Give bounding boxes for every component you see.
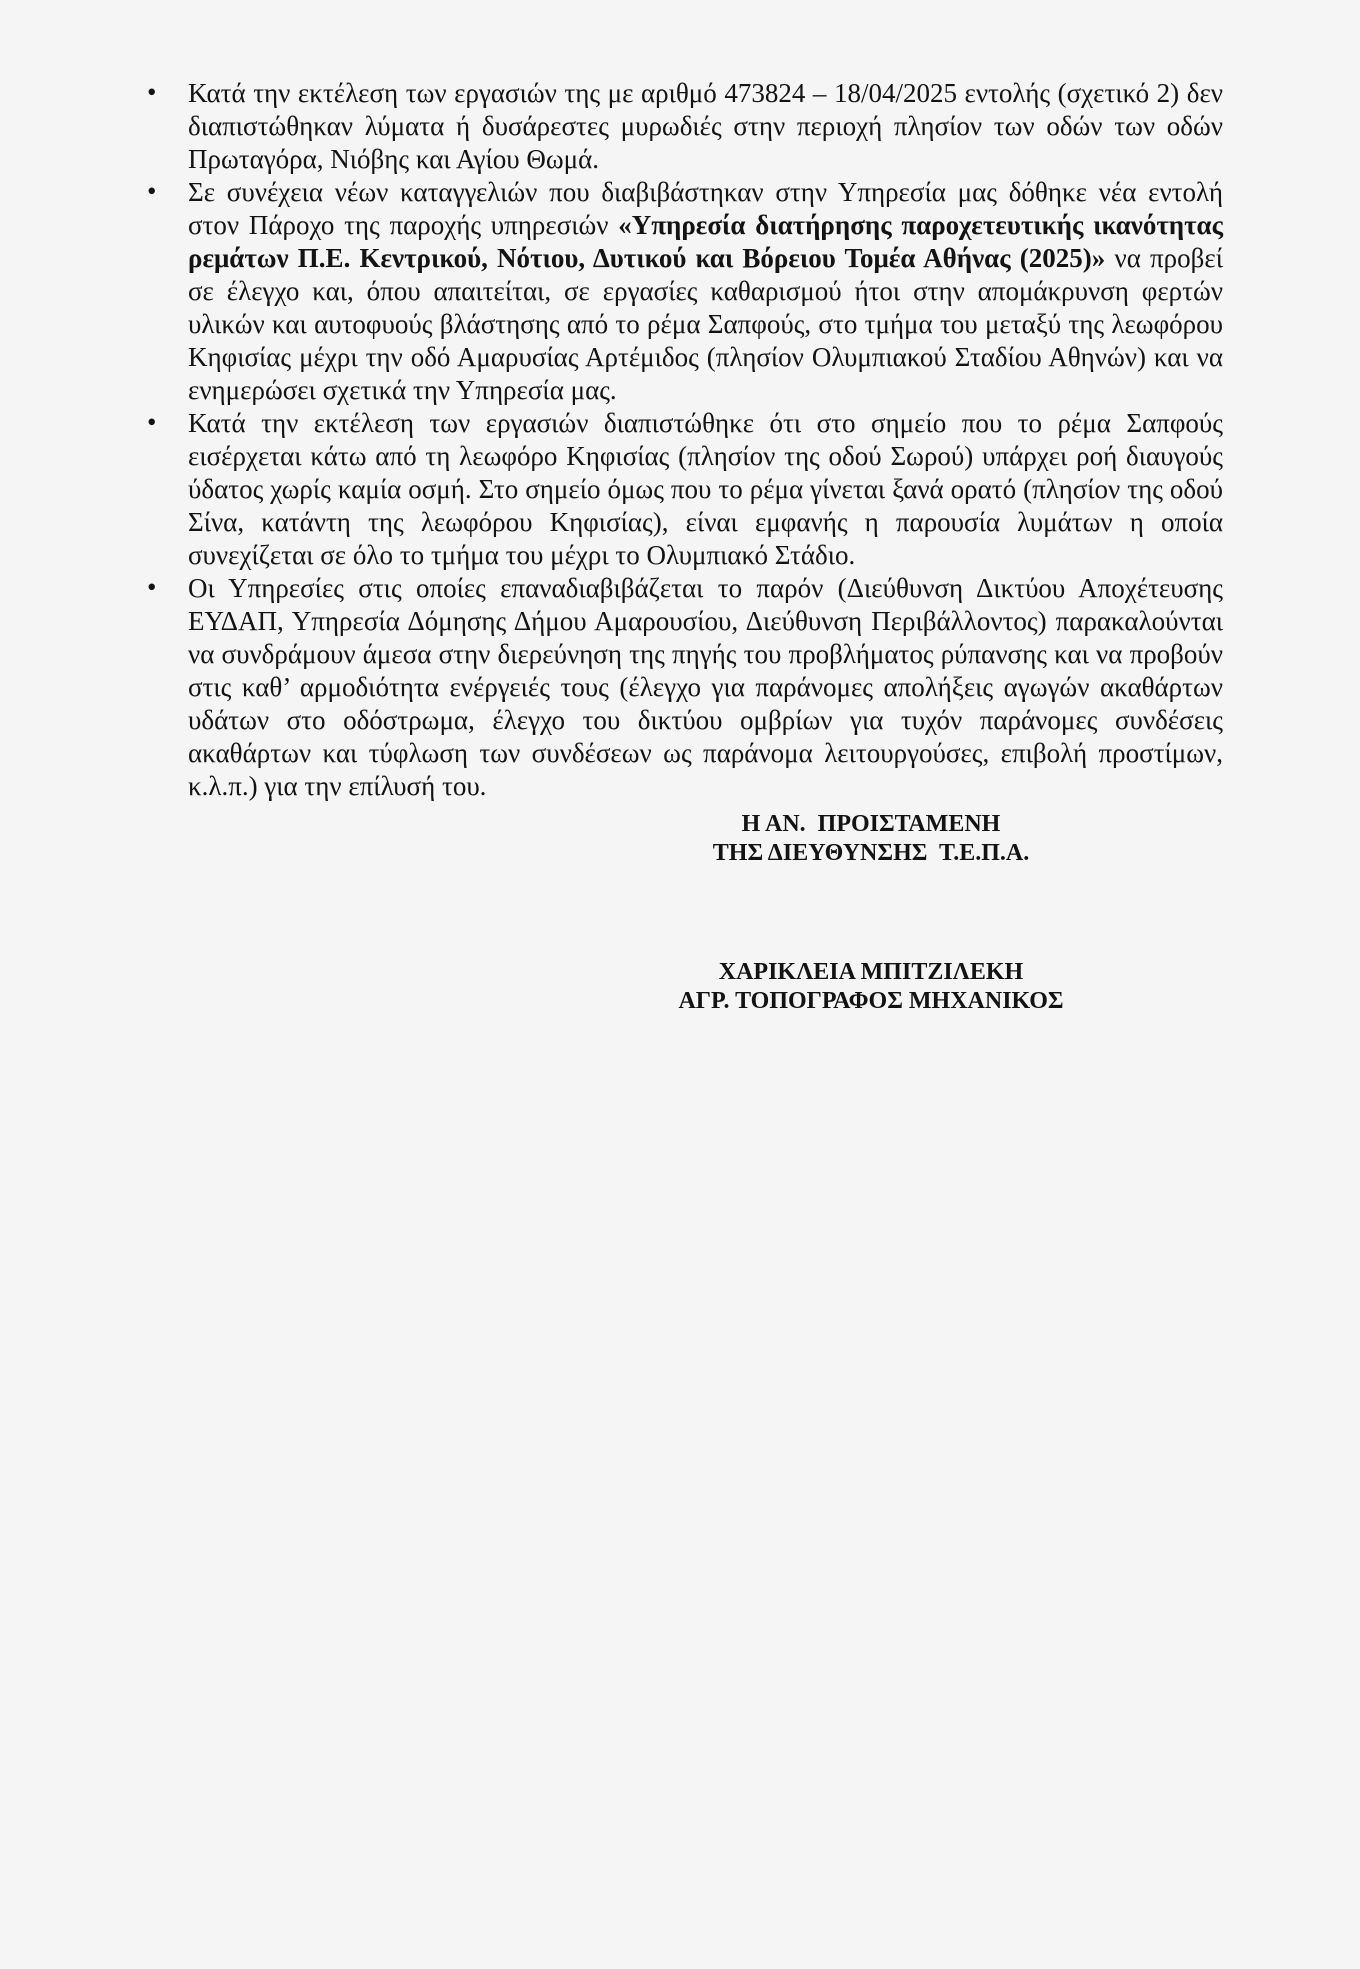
signature-block — [560, 810, 1182, 1016]
bullet-item-3 — [147, 407, 1223, 572]
bullet-2-text-bold: «Υπηρεσία διατήρησης παροχετευτικής ικανότητας ρεμάτων Π.Ε. Κεντρικού, Νότιου, Δυτικού και Βόρειου Τομέα Αθήνας (2025)» — [188, 210, 1224, 273]
signature-title — [560, 810, 1182, 868]
signature-name: ΧΑΡΙΚΛΕΙΑ ΜΠΙΤΖΙΛΕΚΗ — [718, 959, 1024, 985]
bullet-icon: • — [147, 572, 157, 602]
bullet-icon: • — [147, 176, 157, 206]
bullet-item-1 — [147, 77, 1223, 176]
bullet-icon: • — [147, 407, 157, 437]
bullet-3-text: Κατά την εκτέλεση των εργασιών διαπιστώθηκε ότι στο σημείο που το ρέμα Σαπφούς εισέρχεται κάτω από τη λεωφόρο Κηφισίας (πλησίον της οδού Σωρού) υπάρχει ροή διαυγούς ύδατος χωρίς καμία οσμή. Στο σημείο όμως που το ρέμα γίνεται ξανά ορατό (πλησίον της οδού Σίνα, κατάντη της λεωφόρου Κηφισίας), είναι εμφανής η παρουσία λυμάτων η οποία συνεχίζεται σε όλο το τμήμα του μέχρι το Ολυμπιακό Στάδιο. — [188, 408, 1223, 570]
bullet-2-text: να προβεί σε έλεγχο και, όπου απαιτείται, σε εργασίες καθαρισμού ήτοι στην απομάκρυνση φερτών υλικών και αυτοφυούς βλάστησης από το ρέμα Σαπφούς, στο τμήμα του μεταξύ της λεωφόρου Κηφισίας μέχρι την οδό Αμαρυσίας Αρτέμιδος (πλησίον Ολυμπιακού Σταδίου Αθηνών) και να ενημερώσει σχετικά την Υπηρεσία μας. — [188, 243, 1223, 405]
signature-title-line-2: ΤΗΣ ΔΙΕΥΘΥΝΣΗΣ Τ.Ε.Π.Α. — [712, 840, 1030, 866]
bullet-4-text: Οι Υπηρεσίες στις οποίες επαναδιαβιβάζεται το παρόν (Διεύθυνση Δικτύου Αποχέτευσης ΕΥΔΑΠ, Υπηρεσία Δόμησης Δήμου Αμαρουσίου, Διεύθυνση Περιβάλλοντος) παρακαλούνται να συνδράμουν άμεσα στην διερεύνηση της πηγής του προβλήματος ρύπανσης και να προβούν στις καθ’ αρμοδιότητα ενέργειές τους (έλεγχο για παράνομες απολήξεις αγωγών ακαθάρτων υδάτων στο οδόστρωμα, έλεγχο του δικτύου ομβρίων για τυχόν παράνομες συνδέσεις ακαθάρτων και τύφλωση των συνδέσεων ως παράνομα λειτουργούσες, επιβολή προστίμων, κ.λ.π.) για την επίλυσή του. — [188, 573, 1223, 801]
bullet-icon: • — [147, 77, 157, 107]
bullet-2-text: Σε συνέχεια νέων καταγγελιών που διαβιβάστηκαν στην Υπηρεσία μας δόθηκε νέα εντολή στον Πάροχο της παροχής υπηρεσιών — [188, 177, 1223, 240]
bullet-item-4 — [147, 572, 1223, 803]
bullet-1-text: Κατά την εκτέλεση των εργασιών της με αριθμό 473824 – 18/04/2025 εντολής (σχετικό 2) δεν διαπιστώθηκαν λύματα ή δυσάρεστες μυρωδιές στην περιοχή πλησίον των οδών των οδών Πρωταγόρα, Νιόβης και Αγίου Θωμά. — [188, 78, 1223, 174]
bullet-item-2 — [147, 176, 1224, 407]
signature-person — [560, 958, 1182, 1016]
bullet-list — [147, 77, 1224, 803]
signature-role: ΑΓΡ. ΤΟΠΟΓΡΑΦΟΣ ΜΗΧΑΝΙΚΟΣ — [678, 988, 1064, 1014]
signature-title-line-1: Η ΑΝ. ΠΡΟΙΣΤΑΜΕΝΗ — [741, 811, 1001, 837]
